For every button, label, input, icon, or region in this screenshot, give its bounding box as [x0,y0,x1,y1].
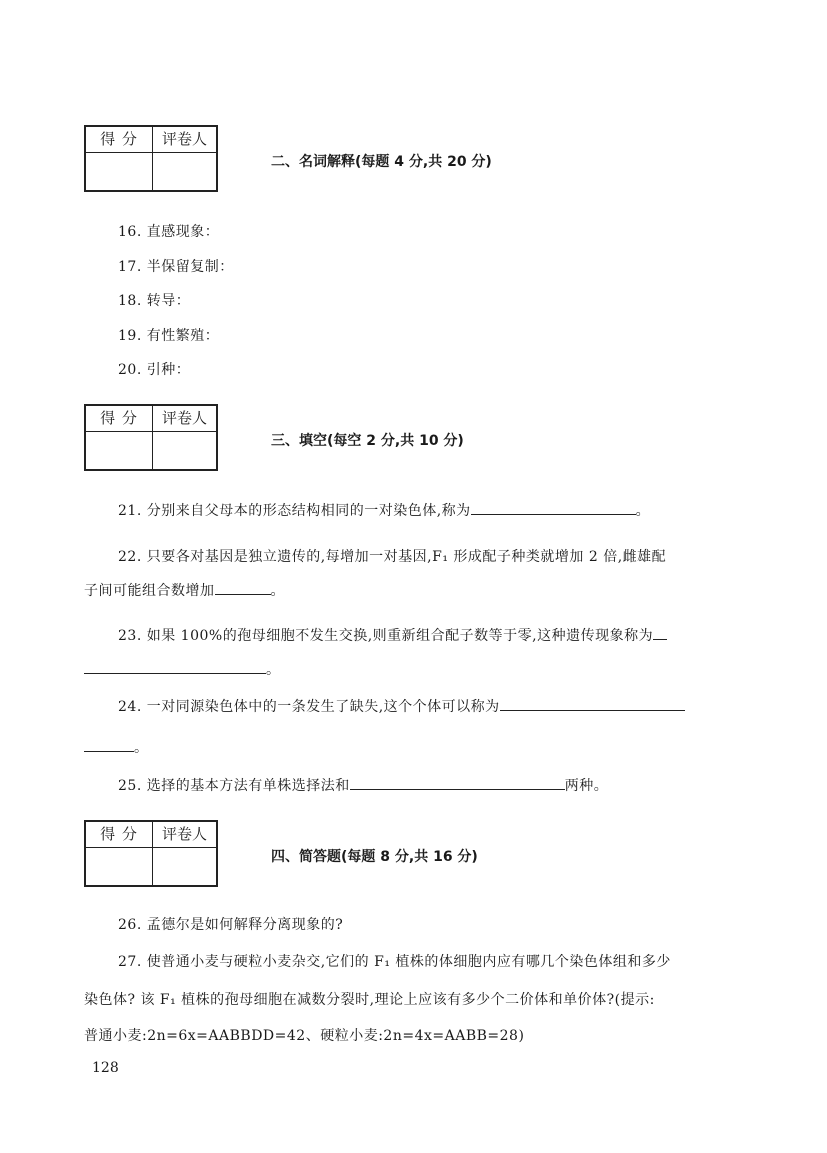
question-23-line1: 23. 如果 100%的孢母细胞不发生交换,则重新组合配子数等于零,这种遗传现象称为 [118,625,667,645]
grader-label: 评卷人 [161,130,207,148]
answer-blank[interactable] [215,582,271,595]
answer-blank[interactable] [84,739,134,752]
question-21: 21. 分别来自父母本的形态结构相同的一对染色体,称为 。 [118,503,651,519]
section4-title: 四、简答题(每题 8 分,共 16 分) [271,849,478,865]
question-26: 26. 孟德尔是如何解释分离现象的? [118,917,344,933]
score-table-section3 [84,404,218,471]
score-label: 得 分 [100,409,138,427]
score-table-section4 [84,820,218,887]
answer-blank[interactable] [500,698,685,711]
question-24-line2: 。 [84,737,149,757]
term-19: 19. 有性繁殖： [118,328,220,344]
question-27-line1: 27. 使普通小麦与硬粒小麦杂交,它们的 F₁ 植株的体细胞内应有哪几个染色体组和多少 [118,954,671,970]
answer-blank[interactable] [350,777,565,790]
grader-label: 评卷人 [161,825,207,843]
question-27-line2: 染色体? 该 F₁ 植株的孢母细胞在减数分裂时,理论上应该有多少个二价体和单价体?(提示: [84,992,655,1008]
page-number: 128 [92,1060,119,1076]
answer-blank[interactable] [471,502,636,515]
section2-title: 二、名词解释(每题 4 分,共 20 分) [271,154,492,170]
section3-title: 三、填空(每空 2 分,共 10 分) [271,433,464,449]
term-18: 18. 转导： [118,293,191,309]
grader-label: 评卷人 [161,409,207,427]
term-17: 17. 半保留复制： [118,259,234,275]
score-label: 得 分 [100,130,138,148]
question-25: 25. 选择的基本方法有单株选择法和 两种。 [118,778,609,794]
score-table-section2 [84,125,218,192]
question-22-line1: 22. 只要各对基因是独立遗传的,每增加一对基因,F₁ 形成配子种类就增加 2 倍,雌雄配 [118,549,667,565]
score-label: 得 分 [100,825,138,843]
answer-blank[interactable] [84,661,266,674]
question-24-line1: 24. 一对同源染色体中的一条发生了缺失,这个个体可以称为 [118,696,685,716]
question-22-line2: 子间可能组合数增加 。 [84,583,285,599]
term-20: 20. 引种： [118,362,191,378]
answer-blank[interactable] [653,627,667,640]
question-27-line3: 普通小麦:2n=6x=AABBDD=42、硬粒小麦:2n=4x=AABB=28) [84,1028,525,1044]
question-23-line2: 。 [84,659,281,679]
term-16: 16. 直感现象： [118,224,220,240]
